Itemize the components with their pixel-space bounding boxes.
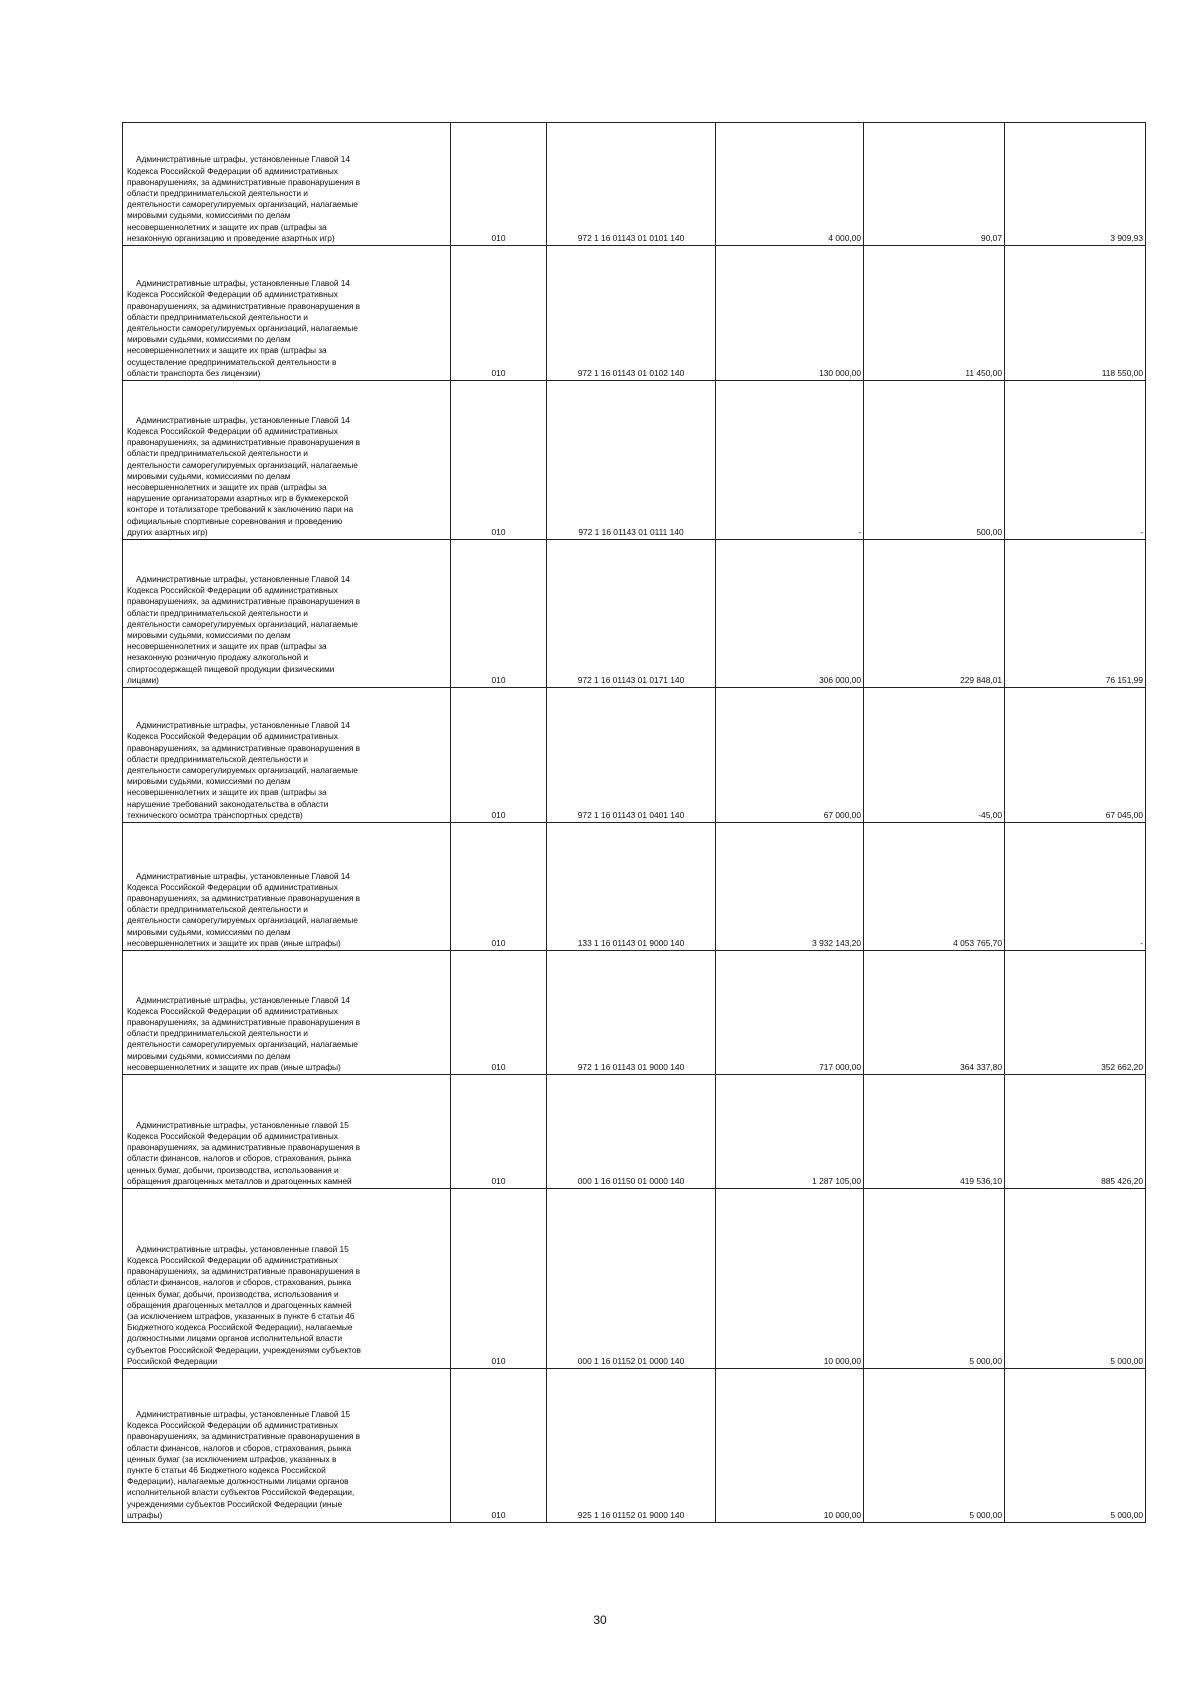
- row-description: Административные штрафы, установленные Главой 14 Кодекса Российской Федерации об административных правонарушениях, за административные правонарушения в области предпринимательской деятельности и деятельности саморегулируемых организаций, налагаемые мировыми судьями, комиссиями по делам несовершеннолетних и защите их прав (штрафы за осуществление предпринимательской деятельности в области транспорта без лицензии): [123, 246, 451, 381]
- row-description: Административные штрафы, установленные Главой 15 Кодекса Российской Федерации об административных правонарушениях, за административные правонарушения в области финансов, налогов и сборов, страхования, рынка ценных бумаг (за исключением штрафов, указанных в пункте 6 статьи 46 Бюджетного кодекса Российской Федерации), налагаемые должностными лицами органов исполнительной власти субъектов Российской Федерации, учреждениями субъектов Российской Федерации (иные штрафы): [123, 1369, 451, 1523]
- row-executed-amount: 5 000,00: [864, 1369, 1005, 1523]
- row-approved-amount: 717 000,00: [716, 951, 864, 1075]
- table-row: [123, 123, 1146, 246]
- row-budget-code: 133 1 16 01143 01 9000 140: [547, 823, 716, 951]
- row-line-code: 010: [451, 540, 547, 688]
- row-executed-amount: 500,00: [864, 381, 1005, 540]
- row-approved-amount: 67 000,00: [716, 688, 864, 823]
- row-unexecuted-amount: 352 662,20: [1005, 951, 1146, 1075]
- table-row: [123, 246, 1146, 381]
- row-approved-amount: -: [716, 381, 864, 540]
- row-executed-amount: 364 337,80: [864, 951, 1005, 1075]
- row-unexecuted-amount: 5 000,00: [1005, 1189, 1146, 1369]
- row-description: Административные штрафы, установленные Главой 14 Кодекса Российской Федерации об административных правонарушениях, за административные правонарушения в области предпринимательской деятельности и деятельности саморегулируемых организаций, налагаемые мировыми судьями, комиссиями по делам несовершеннолетних и защите их прав (иные штрафы): [123, 951, 451, 1075]
- row-line-code: 010: [451, 1189, 547, 1369]
- table-row: [123, 688, 1146, 823]
- row-executed-amount: 11 450,00: [864, 246, 1005, 381]
- row-unexecuted-amount: 885 426,20: [1005, 1075, 1146, 1189]
- row-line-code: 010: [451, 123, 547, 246]
- row-executed-amount: 4 053 765,70: [864, 823, 1005, 951]
- row-budget-code: 972 1 16 01143 01 0102 140: [547, 246, 716, 381]
- row-budget-code: 000 1 16 01150 01 0000 140: [547, 1075, 716, 1189]
- row-executed-amount: 90,07: [864, 123, 1005, 246]
- revenue-table: [122, 122, 1146, 1523]
- row-executed-amount: 419 536,10: [864, 1075, 1005, 1189]
- row-description: Административные штрафы, установленные Главой 14 Кодекса Российской Федерации об административных правонарушениях, за административные правонарушения в области предпринимательской деятельности и деятельности саморегулируемых организаций, налагаемые мировыми судьями, комиссиями по делам несовершеннолетних и защите их прав (штрафы за незаконную организацию и проведение азартных игр): [123, 123, 451, 246]
- row-approved-amount: 306 000,00: [716, 540, 864, 688]
- row-budget-code: 972 1 16 01143 01 0111 140: [547, 381, 716, 540]
- row-unexecuted-amount: 3 909,93: [1005, 123, 1146, 246]
- row-line-code: 010: [451, 688, 547, 823]
- table-row: [123, 951, 1146, 1075]
- row-description: Административные штрафы, установленные Главой 14 Кодекса Российской Федерации об административных правонарушениях, за административные правонарушения в области предпринимательской деятельности и деятельности саморегулируемых организаций, налагаемые мировыми судьями, комиссиями по делам несовершеннолетних и защите их прав (штрафы за незаконную розничную продажу алкогольной и спиртосодержащей пищевой продукции физическими лицами): [123, 540, 451, 688]
- row-line-code: 010: [451, 246, 547, 381]
- row-description: Административные штрафы, установленные Главой 14 Кодекса Российской Федерации об административных правонарушениях, за административные правонарушения в области предпринимательской деятельности и деятельности саморегулируемых организаций, налагаемые мировыми судьями, комиссиями по делам несовершеннолетних и защите их прав (штрафы за нарушение требований законодательства в области технического осмотра транспортных средств): [123, 688, 451, 823]
- table-row: [123, 1189, 1146, 1369]
- row-budget-code: 972 1 16 01143 01 0171 140: [547, 540, 716, 688]
- row-line-code: 010: [451, 823, 547, 951]
- row-unexecuted-amount: 76 151,99: [1005, 540, 1146, 688]
- table-row: [123, 823, 1146, 951]
- row-executed-amount: 229 848,01: [864, 540, 1005, 688]
- row-approved-amount: 10 000,00: [716, 1189, 864, 1369]
- table-row: [123, 1369, 1146, 1523]
- row-approved-amount: 130 000,00: [716, 246, 864, 381]
- row-unexecuted-amount: 5 000,00: [1005, 1369, 1146, 1523]
- row-unexecuted-amount: 67 045,00: [1005, 688, 1146, 823]
- table-row: [123, 540, 1146, 688]
- row-approved-amount: 1 287 105,00: [716, 1075, 864, 1189]
- row-executed-amount: -45,00: [864, 688, 1005, 823]
- row-description: Административные штрафы, установленные главой 15 Кодекса Российской Федерации об административных правонарушениях, за административные правонарушения в области финансов, налогов и сборов, страхования, рынка ценных бумаг, добычи, производства, использования и обращения драгоценных металлов и драгоценных камней (за исключением штрафов, указанных в пункте 6 статьи 46 Бюджетного кодекса Российской Федерации), налагаемые должностными лицами органов исполнительной власти субъектов Российской Федерации, учреждениями субъектов Российской Федерации: [123, 1189, 451, 1369]
- row-unexecuted-amount: 118 550,00: [1005, 246, 1146, 381]
- table-row: [123, 1075, 1146, 1189]
- row-budget-code: 972 1 16 01143 01 0401 140: [547, 688, 716, 823]
- table-row: [123, 381, 1146, 540]
- table-body: [123, 123, 1146, 1523]
- row-budget-code: 972 1 16 01143 01 0101 140: [547, 123, 716, 246]
- row-budget-code: 925 1 16 01152 01 9000 140: [547, 1369, 716, 1523]
- row-approved-amount: 3 932 143,20: [716, 823, 864, 951]
- row-line-code: 010: [451, 1369, 547, 1523]
- row-approved-amount: 4 000,00: [716, 123, 864, 246]
- page-number: 30: [593, 1613, 607, 1627]
- row-description: Административные штрафы, установленные Главой 14 Кодекса Российской Федерации об административных правонарушениях, за административные правонарушения в области предпринимательской деятельности и деятельности саморегулируемых организаций, налагаемые мировыми судьями, комиссиями по делам несовершеннолетних и защите их прав (штрафы за нарушение организаторами азартных игр в букмекерской конторе и тотализаторе требований к заключению пари на официальные спортивные соревнования и проведению других азартных игр): [123, 381, 451, 540]
- row-line-code: 010: [451, 381, 547, 540]
- row-line-code: 010: [451, 951, 547, 1075]
- row-executed-amount: 5 000,00: [864, 1189, 1005, 1369]
- row-line-code: 010: [451, 1075, 547, 1189]
- row-budget-code: 000 1 16 01152 01 0000 140: [547, 1189, 716, 1369]
- row-description: Административные штрафы, установленные главой 15 Кодекса Российской Федерации об административных правонарушениях, за административные правонарушения в области финансов, налогов и сборов, страхования, рынка ценных бумаг, добычи, производства, использования и обращения драгоценных металлов и драгоценных камней: [123, 1075, 451, 1189]
- row-approved-amount: 10 000,00: [716, 1369, 864, 1523]
- row-unexecuted-amount: -: [1005, 823, 1146, 951]
- row-budget-code: 972 1 16 01143 01 9000 140: [547, 951, 716, 1075]
- row-description: Административные штрафы, установленные Главой 14 Кодекса Российской Федерации об административных правонарушениях, за административные правонарушения в области предпринимательской деятельности и деятельности саморегулируемых организаций, налагаемые мировыми судьями, комиссиями по делам несовершеннолетних и защите их прав (иные штрафы): [123, 823, 451, 951]
- row-unexecuted-amount: -: [1005, 381, 1146, 540]
